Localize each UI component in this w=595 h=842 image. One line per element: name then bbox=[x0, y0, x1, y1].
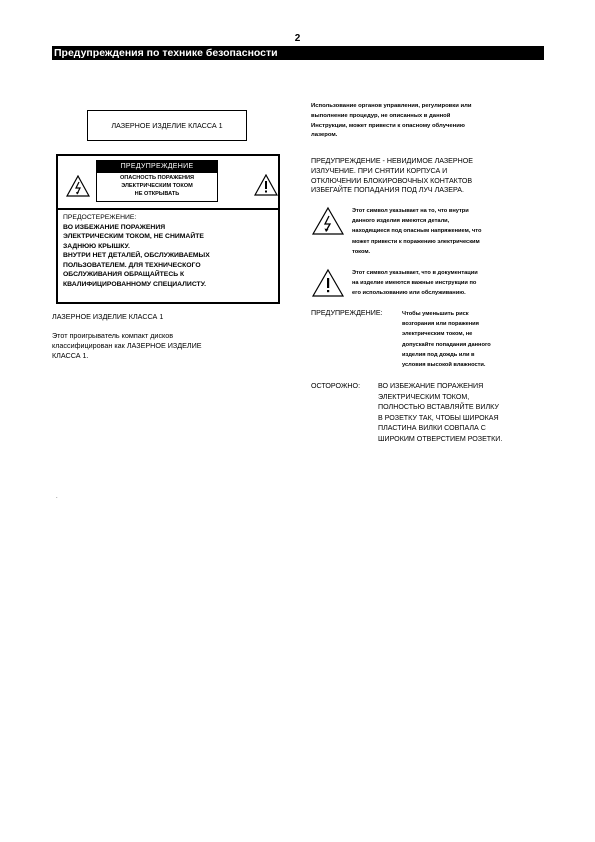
text-line: ИЗБЕГАЙТЕ ПОПАДАНИЯ ПОД ЛУЧ ЛАЗЕРА. bbox=[311, 186, 464, 195]
plug-caution-label: ОСТОРОЖНО: bbox=[311, 382, 361, 390]
text-line: ПОЛНОСТЬЮ ВСТАВЛЯЙТЕ ВИЛКУ bbox=[378, 403, 499, 411]
controls-usage-notice bbox=[311, 102, 543, 141]
caution-body-line: ВНУТРИ НЕТ ДЕТАЛЕЙ, ОБСЛУЖИВАЕМЫХ bbox=[63, 252, 210, 259]
text-line: возгорания или поражения bbox=[402, 321, 479, 328]
text-line: Чтобы уменьшить риск bbox=[402, 311, 469, 317]
plug-caution-text bbox=[378, 381, 545, 444]
text-line: может привести к поражению электрическим bbox=[352, 238, 480, 245]
caution-label-body bbox=[63, 213, 273, 289]
invisible-laser-warning bbox=[311, 157, 543, 196]
text-line: классифицирован как ЛАЗЕРНОЕ ИЗДЕЛИЕ bbox=[52, 340, 202, 350]
caution-label-sub bbox=[97, 173, 217, 198]
text-line: КЛАССА 1. bbox=[52, 350, 89, 360]
text-line: выполнение процедур, не описанных в данной bbox=[311, 112, 451, 119]
caution-label-center bbox=[96, 160, 218, 202]
text-line: на изделие имеются важные инструкции по bbox=[352, 280, 477, 287]
exclamation-warning-icon bbox=[311, 268, 345, 298]
caution-sub-line: ЭЛЕКТРИЧЕСКИМ ТОКОМ bbox=[121, 183, 193, 189]
page-number: 2 bbox=[294, 33, 301, 44]
text-line: Инструкции, может привести к опасному облучению bbox=[311, 122, 465, 129]
caution-label-top bbox=[58, 156, 278, 210]
exclamation-symbol-text bbox=[352, 268, 544, 299]
exclamation-symbol-explanation bbox=[311, 268, 545, 304]
text-line: ШИРОКИМ ОТВЕРСТИЕМ РОЗЕТКИ. bbox=[378, 434, 503, 443]
moisture-warning-text bbox=[402, 309, 542, 370]
laser-class-description bbox=[52, 331, 267, 360]
moisture-warning-label: ПРЕДУПРЕЖДЕНИЕ: bbox=[311, 309, 383, 317]
text-line: его использованию или обслуживанию. bbox=[352, 290, 466, 297]
text-line: В РОЗЕТКУ ТАК, ЧТОБЫ ШИРОКАЯ bbox=[378, 413, 499, 422]
text-line: находящиеся под опасным напряжением, что bbox=[352, 228, 482, 235]
text-line: данного изделия имеются детали, bbox=[352, 218, 450, 225]
caution-label-header: ПРЕДУПРЕЖДЕНИЕ bbox=[97, 161, 217, 173]
caution-sub-line: ОПАСНОСТЬ ПОРАЖЕНИЯ bbox=[119, 175, 195, 181]
lightning-symbol-explanation bbox=[311, 206, 545, 254]
text-line: Этот проигрыватель компакт дисков bbox=[52, 331, 174, 340]
footnote-mark: . bbox=[56, 494, 58, 500]
text-line: током. bbox=[352, 248, 371, 255]
text-line: Этот символ указывает на то, что внутри bbox=[352, 208, 469, 214]
section-title: Предупреждения по технике безопасности bbox=[52, 46, 544, 60]
caution-body-line: ЗАДНЮЮ КРЫШКУ. bbox=[63, 242, 130, 250]
text-line: ОТКЛЮЧЕНИИ БЛОКИРОВОЧНЫХ КОНТАКТОВ bbox=[311, 176, 473, 185]
caution-body-line: ВО ИЗБЕЖАНИЕ ПОРАЖЕНИЯ bbox=[63, 223, 166, 231]
exclamation-warning-icon bbox=[254, 174, 278, 196]
lightning-warning-icon bbox=[311, 206, 345, 236]
text-line: ИЗЛУЧЕНИЕ. ПРИ СНЯТИИ КОРПУСА И bbox=[311, 166, 448, 175]
text-line: допускайте попадания данного bbox=[402, 341, 491, 348]
laser-class-label-box: ЛАЗЕРНОЕ ИЗДЕЛИЕ КЛАССА 1 bbox=[87, 110, 247, 141]
caution-body-line: КВАЛИФИЦИРОВАННОМУ СПЕЦИАЛИСТУ. bbox=[63, 280, 206, 288]
lightning-symbol-text bbox=[352, 206, 544, 257]
text-line: Использование органов управления, регулировки или bbox=[311, 103, 472, 109]
text-line: условия высокой влажности. bbox=[402, 362, 486, 369]
text-line: ПЛАСТИНА ВИЛКИ СОВПАЛА С bbox=[378, 424, 486, 432]
text-line: Этот символ указывает, что в документации bbox=[352, 270, 478, 276]
caution-body-line: ПОЛЬЗОВАТЕЛЕМ. ДЛЯ ТЕХНИЧЕСКОГО bbox=[63, 261, 201, 269]
text-line: лазером. bbox=[311, 132, 338, 139]
text-line: ЭЛЕКТРИЧЕСКИМ ТОКОМ, bbox=[378, 392, 470, 401]
lightning-warning-icon bbox=[66, 175, 90, 197]
caution-label-graphic bbox=[56, 154, 280, 304]
caution-title: ПРЕДОСТЕРЕЖЕНИЕ: bbox=[63, 214, 137, 221]
text-line: изделия под дождь или в bbox=[402, 351, 475, 358]
caution-sub-line: НЕ ОТКРЫВАТЬ bbox=[134, 191, 180, 197]
text-line: электрическим током, не bbox=[402, 331, 473, 338]
caution-body-line: ЭЛЕКТРИЧЕСКИМ ТОКОМ, НЕ СНИМАЙТЕ bbox=[63, 233, 204, 240]
caution-body-line: ОБСЛУЖИВАНИЯ ОБРАЩАЙТЕСЬ К bbox=[63, 271, 185, 278]
laser-class-heading: ЛАЗЕРНОЕ ИЗДЕЛИЕ КЛАССА 1 bbox=[52, 312, 164, 321]
text-line: ВО ИЗБЕЖАНИЕ ПОРАЖЕНИЯ bbox=[378, 382, 484, 390]
text-line: ПРЕДУПРЕЖДЕНИЕ - НЕВИДИМОЕ ЛАЗЕРНОЕ bbox=[311, 157, 473, 165]
